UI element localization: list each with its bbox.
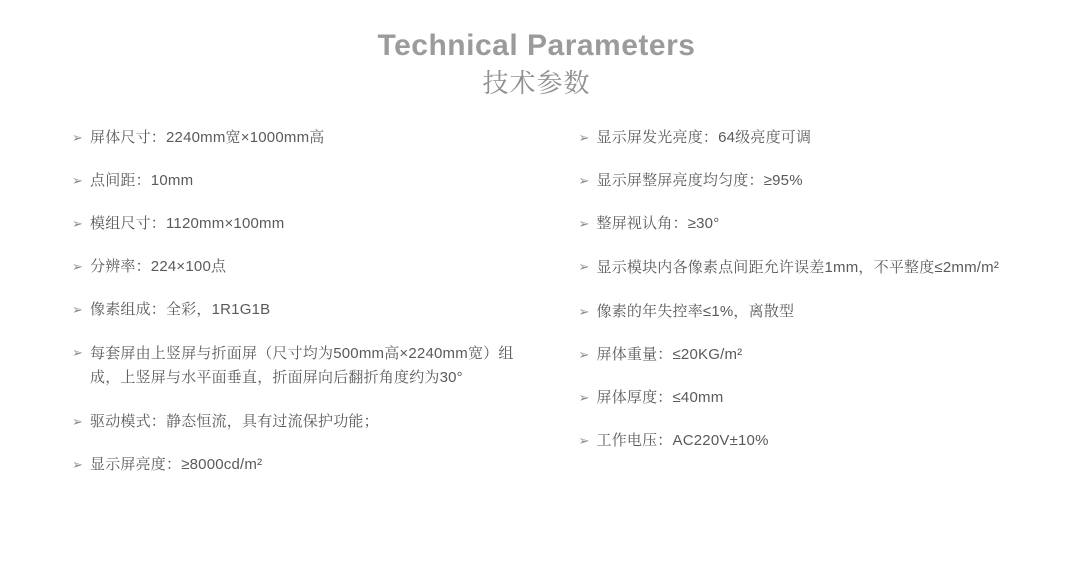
- list-item-label: 显示模块内各像素点间距允许误差1mm，不平整度≤2mm/m²: [596, 259, 1000, 277]
- arrow-bullet-icon: ➢: [578, 216, 590, 232]
- page-title: [0, 0, 1073, 101]
- list-item-label: 分辨率：224×100点: [90, 258, 227, 276]
- arrow-bullet-icon: ➢: [72, 173, 83, 189]
- list-item-label: 屏体尺寸：2240mm宽×1000mm高: [90, 129, 325, 147]
- list-item: [72, 127, 515, 149]
- arrow-bullet-icon: ➢: [578, 259, 590, 275]
- title-english: Technical Parameters: [377, 29, 696, 62]
- arrow-bullet-icon: ➢: [578, 390, 590, 406]
- list-item: [72, 454, 515, 476]
- arrow-bullet-icon: ➢: [578, 173, 590, 189]
- arrow-bullet-icon: ➢: [578, 433, 590, 449]
- list-item: [579, 213, 1014, 235]
- list-item-label: 驱动模式：静态恒流，具有过流保护功能；: [90, 413, 379, 431]
- parameters-columns: [0, 127, 1073, 497]
- list-item: [579, 256, 1014, 280]
- list-item-label: 像素的年失控率≤1%，离散型: [596, 303, 795, 321]
- list-item: [579, 344, 1014, 366]
- title-chinese: 技术参数: [482, 68, 591, 98]
- list-item-label: 像素组成：全彩，1R1G1B: [90, 301, 271, 319]
- list-item-label: 模组尺寸：1120mm×100mm: [90, 215, 285, 233]
- parameters-column-right: [543, 127, 1014, 497]
- list-item: [72, 170, 515, 192]
- list-item-label: 整屏视认角：≥30°: [596, 215, 720, 233]
- arrow-bullet-icon: ➢: [578, 347, 590, 363]
- list-item-label: 屏体厚度：≤40mm: [596, 389, 724, 407]
- list-item-label: 点间距：10mm: [90, 172, 194, 190]
- list-item-label: 显示屏发光亮度：64级亮度可调: [596, 129, 812, 147]
- arrow-bullet-icon: ➢: [72, 345, 83, 361]
- list-item: [72, 256, 515, 278]
- list-item: [72, 213, 515, 235]
- list-item: [579, 430, 1014, 452]
- list-item: [72, 411, 515, 433]
- arrow-bullet-icon: ➢: [72, 130, 83, 146]
- arrow-bullet-icon: ➢: [578, 130, 590, 146]
- list-item-label: 显示屏亮度：≥8000cd/m²: [90, 456, 263, 474]
- list-item: [72, 299, 515, 321]
- list-item-label: 屏体重量：≤20KG/m²: [596, 346, 743, 364]
- list-item-label: 显示屏整屏亮度均匀度：≥95%: [596, 172, 803, 190]
- list-item: [579, 387, 1014, 409]
- arrow-bullet-icon: ➢: [72, 414, 83, 430]
- arrow-bullet-icon: ➢: [578, 304, 590, 320]
- list-item: [579, 170, 1014, 192]
- arrow-bullet-icon: ➢: [72, 259, 83, 275]
- arrow-bullet-icon: ➢: [72, 302, 83, 318]
- list-item: [579, 127, 1014, 149]
- list-item: [72, 342, 515, 390]
- list-item: [579, 301, 1014, 323]
- arrow-bullet-icon: ➢: [72, 216, 83, 232]
- arrow-bullet-icon: ➢: [72, 457, 83, 473]
- parameters-column-left: [72, 127, 543, 497]
- list-item-label: 工作电压：AC220V±10%: [596, 432, 769, 450]
- list-item-label: 每套屏由上竖屏与折面屏（尺寸均为500mm高×2240mm宽）组成，上竖屏与水平面垂直，折面屏向后翻折角度约为30°: [90, 345, 514, 387]
